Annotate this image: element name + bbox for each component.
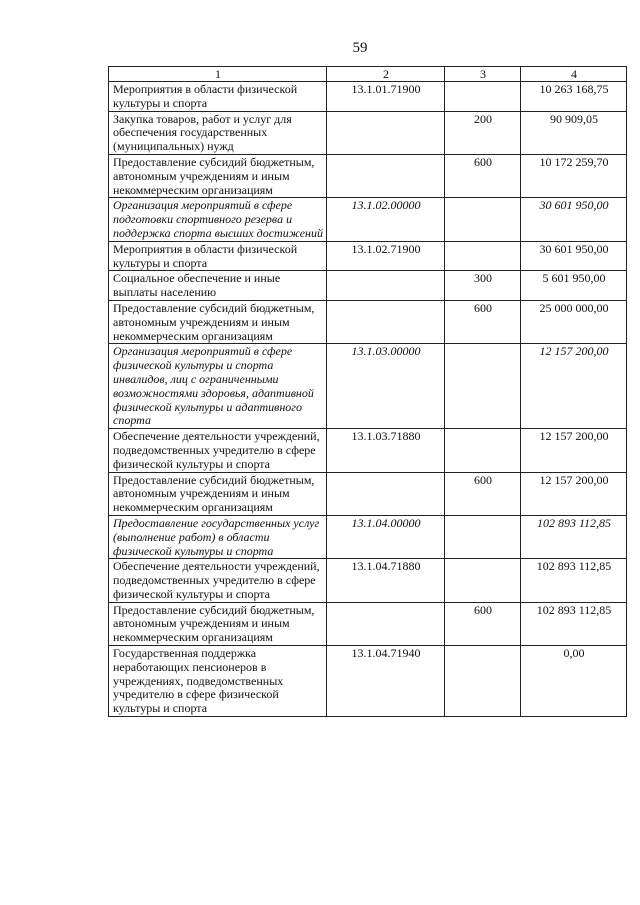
budget-table-body: [109, 67, 627, 717]
row-name-cell: Предоставление субсидий бюджетным, автономным учреждениям и иным некоммерческим организациям: [109, 154, 327, 197]
row-type-cell: 600: [445, 154, 521, 197]
row-name-cell: Социальное обеспечение и иные выплаты населению: [109, 271, 327, 301]
row-type-cell: 600: [445, 472, 521, 515]
row-code-cell: 13.1.02.71900: [327, 241, 445, 271]
row-name-cell: Предоставление субсидий бюджетным, автономным учреждениям и иным некоммерческим организациям: [109, 602, 327, 645]
row-amount-cell: 102 893 112,85: [521, 602, 627, 645]
row-amount-cell: 12 157 200,00: [521, 472, 627, 515]
table-row: [109, 111, 627, 154]
header-cell-3: 3: [445, 67, 521, 82]
row-code-cell: [327, 472, 445, 515]
row-type-cell: 600: [445, 602, 521, 645]
row-amount-cell: 102 893 112,85: [521, 559, 627, 602]
row-code-cell: 13.1.04.71880: [327, 559, 445, 602]
table-row: [109, 241, 627, 271]
row-code-cell: [327, 154, 445, 197]
table-row: [109, 602, 627, 645]
row-type-cell: [445, 344, 521, 429]
row-type-cell: [445, 241, 521, 271]
row-type-cell: [445, 429, 521, 472]
header-row: [109, 67, 627, 82]
table-row: [109, 198, 627, 241]
row-amount-cell: 5 601 950,00: [521, 271, 627, 301]
header-cell-1: 1: [109, 67, 327, 82]
row-name-cell: Предоставление субсидий бюджетным, автономным учреждениям и иным некоммерческим организациям: [109, 300, 327, 343]
row-type-cell: [445, 646, 521, 717]
row-code-cell: [327, 602, 445, 645]
row-amount-cell: 0,00: [521, 646, 627, 717]
budget-table: [108, 66, 627, 717]
table-row: [109, 300, 627, 343]
row-code-cell: 13.1.01.71900: [327, 82, 445, 112]
row-amount-cell: 12 157 200,00: [521, 429, 627, 472]
row-code-cell: 13.1.04.71940: [327, 646, 445, 717]
row-amount-cell: 10 263 168,75: [521, 82, 627, 112]
row-amount-cell: 12 157 200,00: [521, 344, 627, 429]
row-name-cell: Обеспечение деятельности учреждений, подведомственных учредителю в сфере физической культуры и спорта: [109, 559, 327, 602]
row-name-cell: Государственная поддержка неработающих пенсионеров в учреждениях, подведомственных учредителю в сфере физической культуры и спорта: [109, 646, 327, 717]
row-name-cell: Обеспечение деятельности учреждений, подведомственных учредителю в сфере физической культуры и спорта: [109, 429, 327, 472]
table-row: [109, 154, 627, 197]
table-row: [109, 344, 627, 429]
row-code-cell: 13.1.03.00000: [327, 344, 445, 429]
row-name-cell: Предоставление субсидий бюджетным, автономным учреждениям и иным некоммерческим организациям: [109, 472, 327, 515]
table-row: [109, 515, 627, 558]
row-name-cell: Мероприятия в области физической культуры и спорта: [109, 82, 327, 112]
table-row: [109, 559, 627, 602]
row-name-cell: Организация мероприятий в сфере физической культуры и спорта инвалидов, лиц с ограниченными возможностями здоровья, адаптивной физической культуры и адаптивного спорта: [109, 344, 327, 429]
page-number: 59: [352, 40, 368, 56]
row-type-cell: [445, 82, 521, 112]
row-type-cell: [445, 515, 521, 558]
row-amount-cell: 102 893 112,85: [521, 515, 627, 558]
row-code-cell: [327, 271, 445, 301]
row-amount-cell: 10 172 259,70: [521, 154, 627, 197]
row-type-cell: [445, 198, 521, 241]
row-amount-cell: 30 601 950,00: [521, 198, 627, 241]
header-cell-4: 4: [521, 67, 627, 82]
row-code-cell: 13.1.02.00000: [327, 198, 445, 241]
row-code-cell: 13.1.04.00000: [327, 515, 445, 558]
row-name-cell: Закупка товаров, работ и услуг для обеспечения государственных (муниципальных) нужд: [109, 111, 327, 154]
table-row: [109, 472, 627, 515]
row-type-cell: 300: [445, 271, 521, 301]
row-name-cell: Организация мероприятий в сфере подготовки спортивного резерва и поддержка спорта высших достижений: [109, 198, 327, 241]
table-row: [109, 82, 627, 112]
table-row: [109, 646, 627, 717]
row-type-cell: 600: [445, 300, 521, 343]
row-type-cell: 200: [445, 111, 521, 154]
row-amount-cell: 30 601 950,00: [521, 241, 627, 271]
header-cell-2: 2: [327, 67, 445, 82]
row-code-cell: 13.1.03.71880: [327, 429, 445, 472]
table-row: [109, 429, 627, 472]
row-code-cell: [327, 111, 445, 154]
row-type-cell: [445, 559, 521, 602]
row-code-cell: [327, 300, 445, 343]
row-amount-cell: 90 909,05: [521, 111, 627, 154]
row-name-cell: Мероприятия в области физической культуры и спорта: [109, 241, 327, 271]
table-row: [109, 271, 627, 301]
row-name-cell: Предоставление государственных услуг (выполнение работ) в области физической культуры и спорта: [109, 515, 327, 558]
row-amount-cell: 25 000 000,00: [521, 300, 627, 343]
